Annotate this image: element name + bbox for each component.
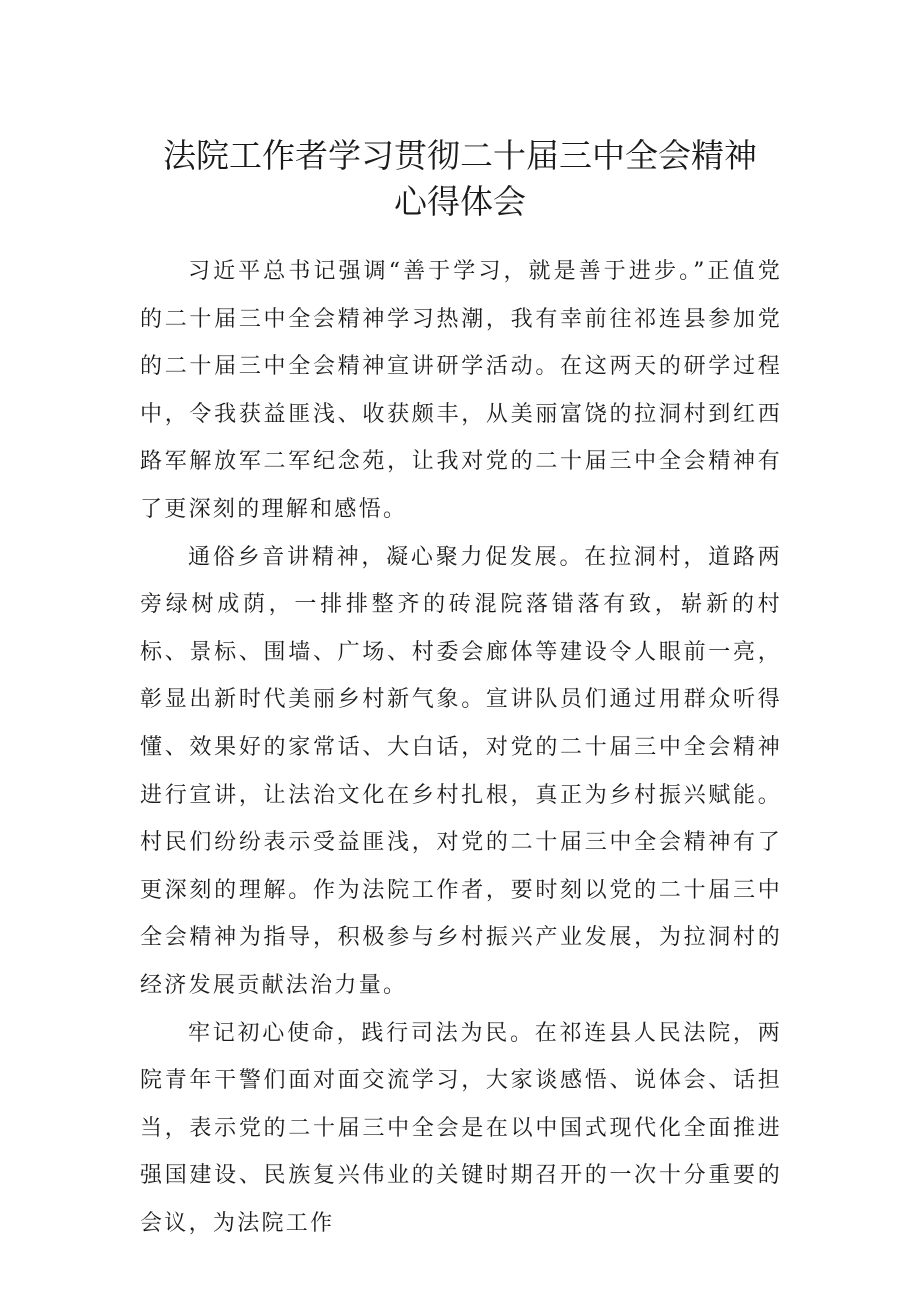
document-title [0, 133, 920, 225]
paragraph-2: 通俗乡音讲精神，凝心聚力促发展。在拉洞村，道路两旁绿树成荫，一排排整齐的砖混院落错落有致，崭新的村标、景标、围墙、广场、村委会廊体等建设令人眼前一亮，彰显出新时代美丽乡村新气象。宣讲队员们通过用群众听得懂、效果好的家常话、大白话，对党的二十届三中全会精神进行宣讲，让法治文化在乡村扎根，真正为乡村振兴赋能。村民们纷纷表示受益匪浅，对党的二十届三中全会精神有了更深刻的理解。作为法院工作者，要时刻以党的二十届三中全会精神为指导，积极参与乡村振兴产业发展，为拉洞村的经济发展贡献法治力量。 [140, 544, 782, 998]
paragraph-3: 牢记初心使命，践行司法为民。在祁连县人民法院，两院青年干警们面对面交流学习，大家谈感悟、说体会、话担当，表示党的二十届三中全会是在以中国式现代化全面推进强国建设、民族复兴伟业的关键时期召开的一次十分重要的会议，为法院工作 [140, 1020, 782, 1236]
title-line-2: 心得体会 [394, 182, 526, 221]
paragraph-1: 习近平总书记强调“善于学习，就是善于进步。”正值党的二十届三中全会精神学习热潮，我有幸前往祁连县参加党的二十届三中全会精神宣讲研学活动。在这两天的研学过程中，令我获益匪浅、收获颇丰，从美丽富饶的拉洞村到红西路军解放军二军纪念苑，让我对党的二十届三中全会精神有了更深刻的理解和感悟。 [140, 259, 782, 522]
title-line-1: 法院工作者学习贯彻二十届三中全会精神 [163, 136, 757, 175]
document-body [140, 248, 782, 1247]
